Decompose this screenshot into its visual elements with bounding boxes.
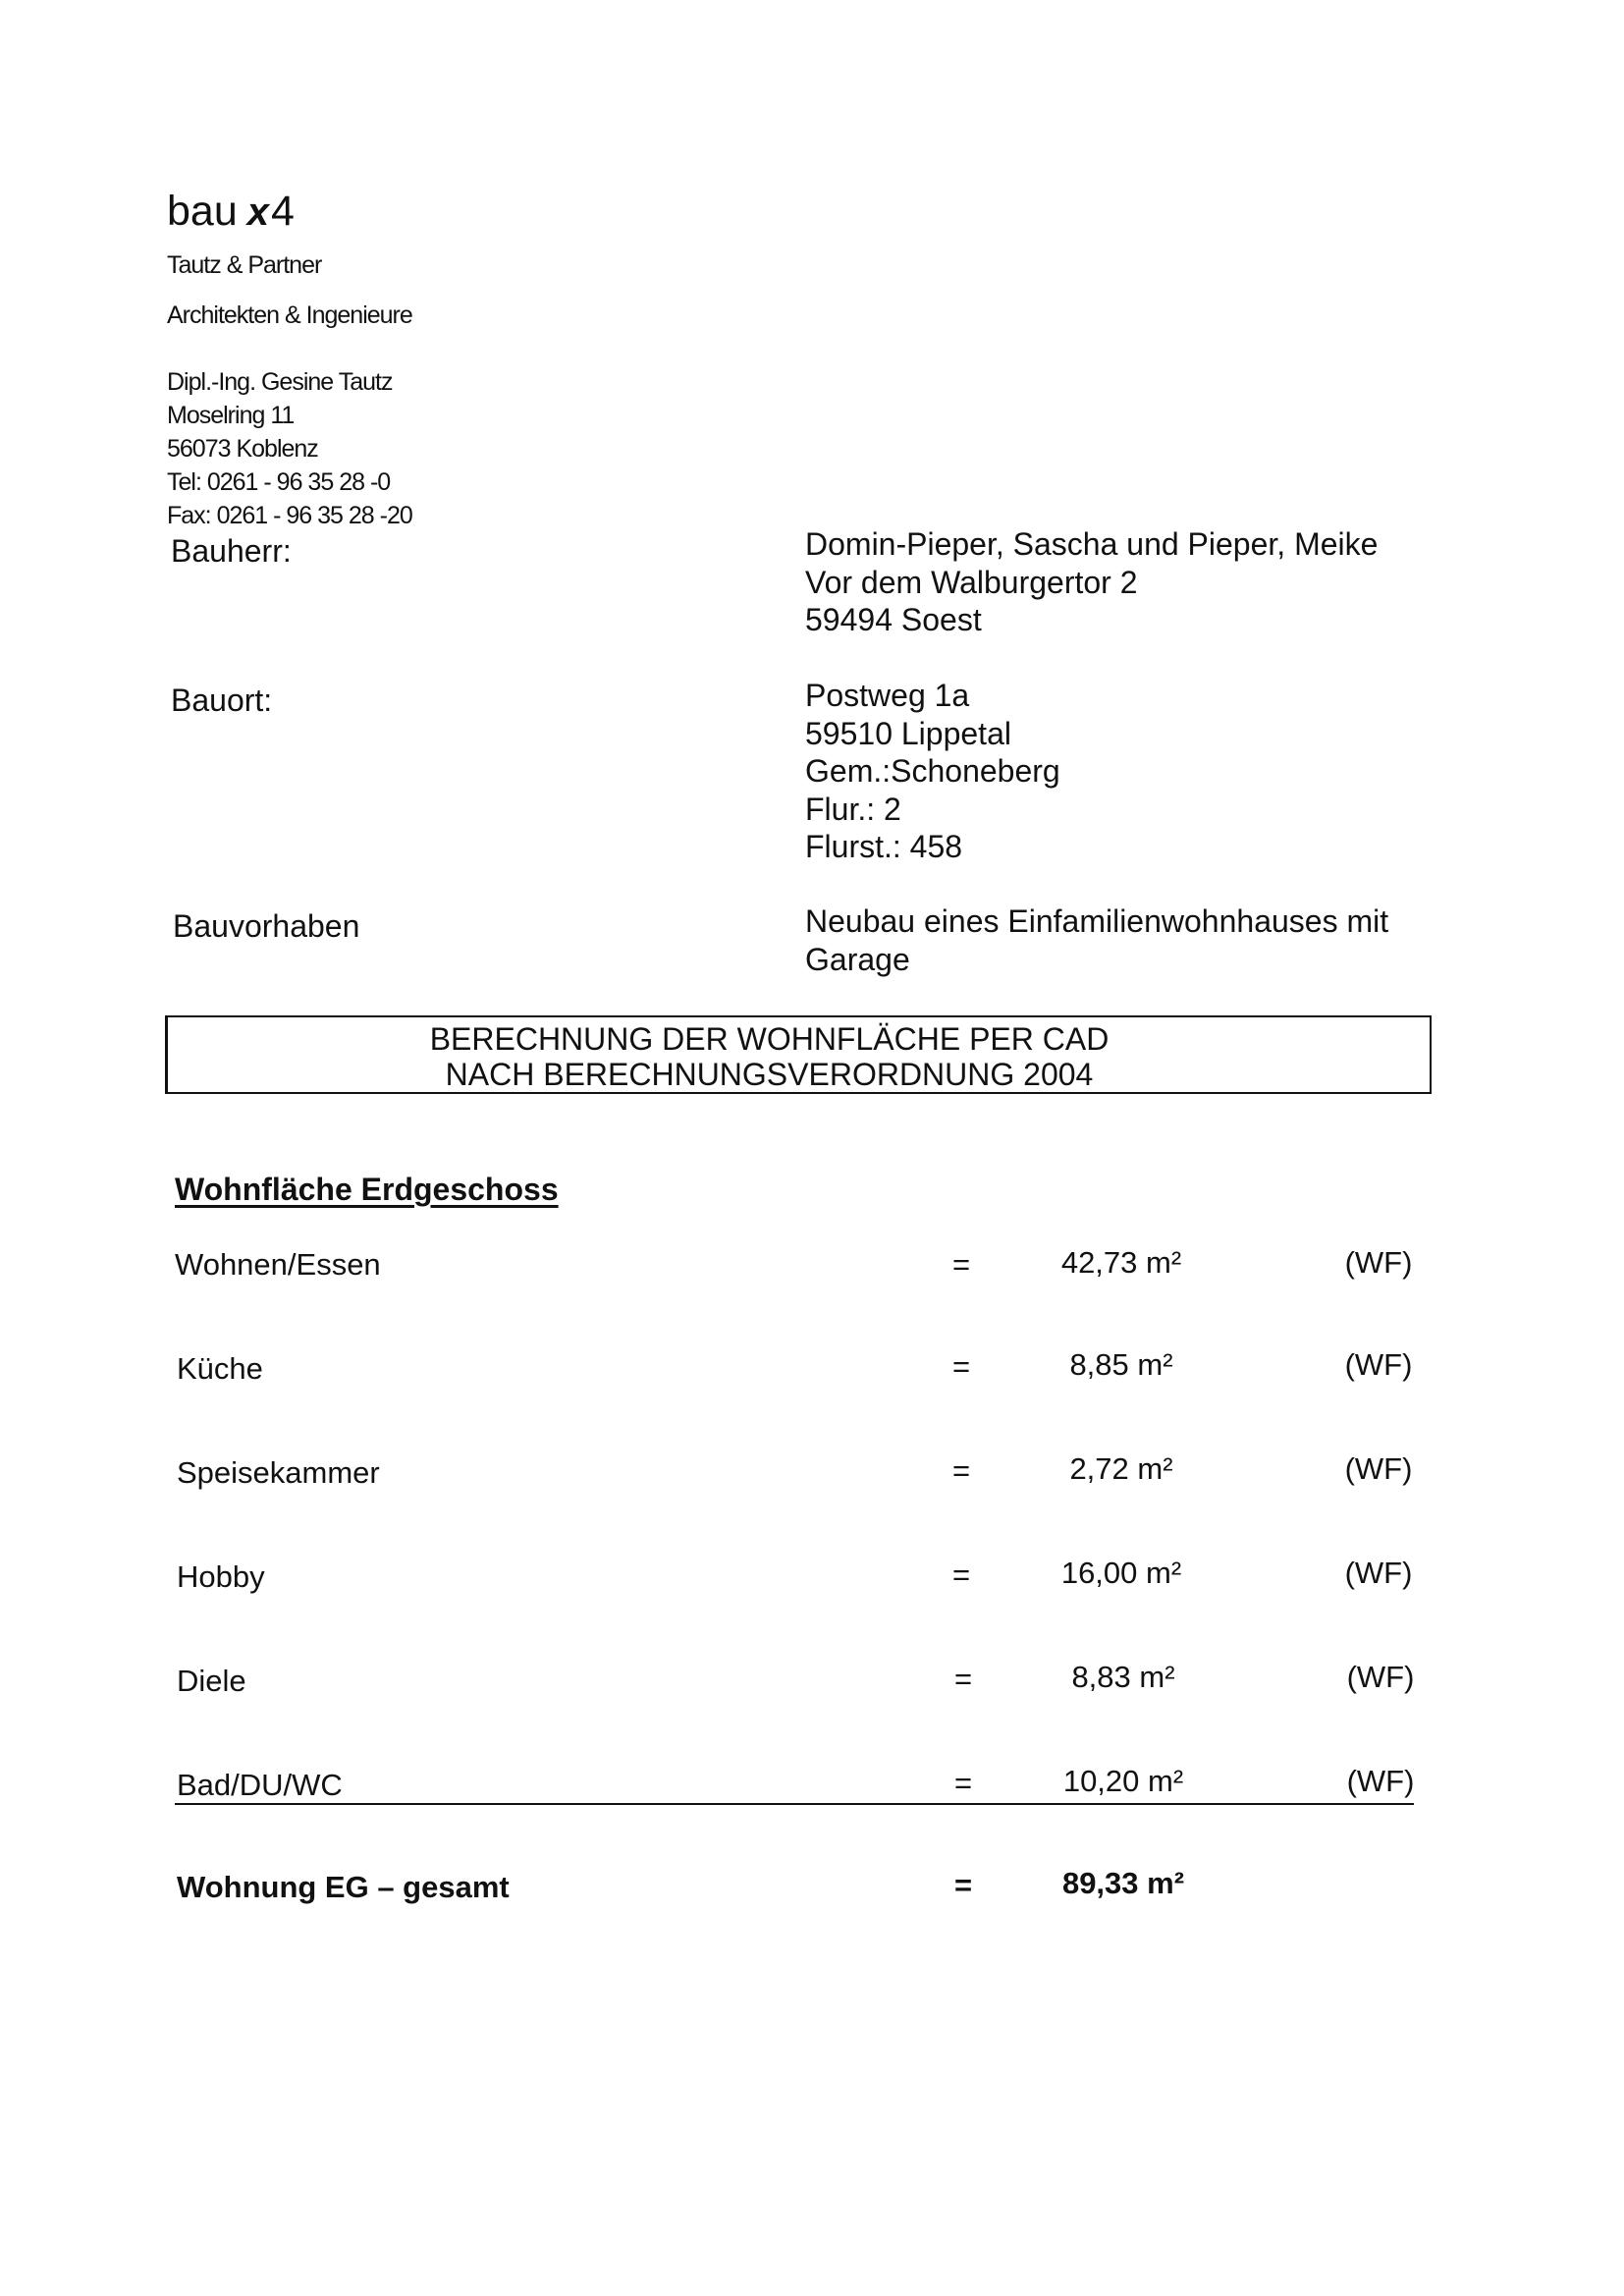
bauort-line: Postweg 1a [805, 678, 970, 713]
firm-name: Tautz & Partner [167, 251, 322, 279]
room-name: Speisekammer [177, 1455, 380, 1490]
room-name: Hobby [177, 1559, 265, 1594]
area-type: (WF) [1346, 1660, 1415, 1694]
bauort-value [805, 677, 1060, 866]
room-area: 16,00 m² [1060, 1556, 1182, 1590]
architect-name: Dipl.-Ing. Gesine Tautz [167, 368, 393, 396]
brand-mark: x [246, 191, 269, 234]
area-type: (WF) [1344, 1556, 1413, 1590]
total-label: Wohnung EG – gesamt [177, 1870, 510, 1904]
room-name: Küche [177, 1351, 263, 1386]
document-title-line: BERECHNUNG DER WOHNFLÄCHE PER CAD [429, 1021, 1110, 1057]
bauort-line: Flur.: 2 [805, 791, 901, 827]
equals-sign: = [953, 1868, 973, 1902]
bauherr-line: Domin-Pieper, Sascha und Pieper, Meike [805, 526, 1379, 562]
area-type: (WF) [1346, 1764, 1415, 1798]
total-area: 89,33 m² [1061, 1866, 1185, 1900]
equals-sign: = [951, 1453, 971, 1488]
room-area: 42,73 m² [1060, 1245, 1182, 1280]
firm-city: 56073 Koblenz [167, 435, 318, 463]
bauherr-value [805, 525, 1378, 639]
bauherr-line: Vor dem Walburgertor 2 [805, 564, 1138, 600]
equals-sign: = [951, 1247, 971, 1282]
firm-phone: Tel: 0261 - 96 35 28 -0 [167, 468, 391, 496]
bauvorhaben-line: Garage [805, 941, 910, 977]
bauvorhaben-label: Bauvorhaben [173, 908, 360, 944]
company-logo [167, 188, 295, 235]
firm-fax: Fax: 0261 - 96 35 28 -20 [167, 502, 412, 529]
equals-sign: = [951, 1558, 971, 1592]
room-area: 8,83 m² [1071, 1660, 1175, 1694]
bauherr-line: 59494 Soest [805, 602, 982, 637]
document-title-box [165, 1015, 1432, 1094]
room-area: 8,85 m² [1069, 1347, 1173, 1382]
equals-sign: = [953, 1766, 973, 1800]
sum-rule [175, 1803, 1414, 1805]
equals-sign: = [951, 1349, 971, 1384]
area-type: (WF) [1344, 1451, 1413, 1486]
room-name: Wohnen/Essen [175, 1247, 381, 1282]
document-title-line: NACH BERECHNUNGSVERORDNUNG 2004 [445, 1057, 1094, 1092]
equals-sign: = [953, 1662, 973, 1696]
room-name: Diele [177, 1664, 246, 1698]
area-type: (WF) [1344, 1245, 1413, 1280]
bauort-line: Gem.:Schoneberg [805, 753, 1060, 789]
bauort-line: 59510 Lippetal [805, 715, 1011, 751]
brand-suffix: 4 [271, 188, 295, 235]
room-area: 2,72 m² [1069, 1451, 1173, 1486]
bauherr-label: Bauherr: [171, 533, 292, 569]
brand-prefix: bau [167, 188, 238, 235]
area-type: (WF) [1344, 1347, 1413, 1382]
bauort-line: Flurst.: 458 [805, 829, 963, 864]
bauvorhaben-value [805, 902, 1388, 978]
firm-subtitle: Architekten & Ingenieure [167, 301, 412, 329]
room-name: Bad/DU/WC [177, 1768, 343, 1802]
bauvorhaben-line: Neubau eines Einfamilienwohnhauses mit [805, 903, 1389, 939]
room-area: 10,20 m² [1062, 1764, 1184, 1798]
bauort-label: Bauort: [171, 683, 273, 718]
firm-street: Moselring 11 [167, 402, 295, 429]
section-heading: Wohnfläche Erdgeschoss [175, 1172, 559, 1207]
